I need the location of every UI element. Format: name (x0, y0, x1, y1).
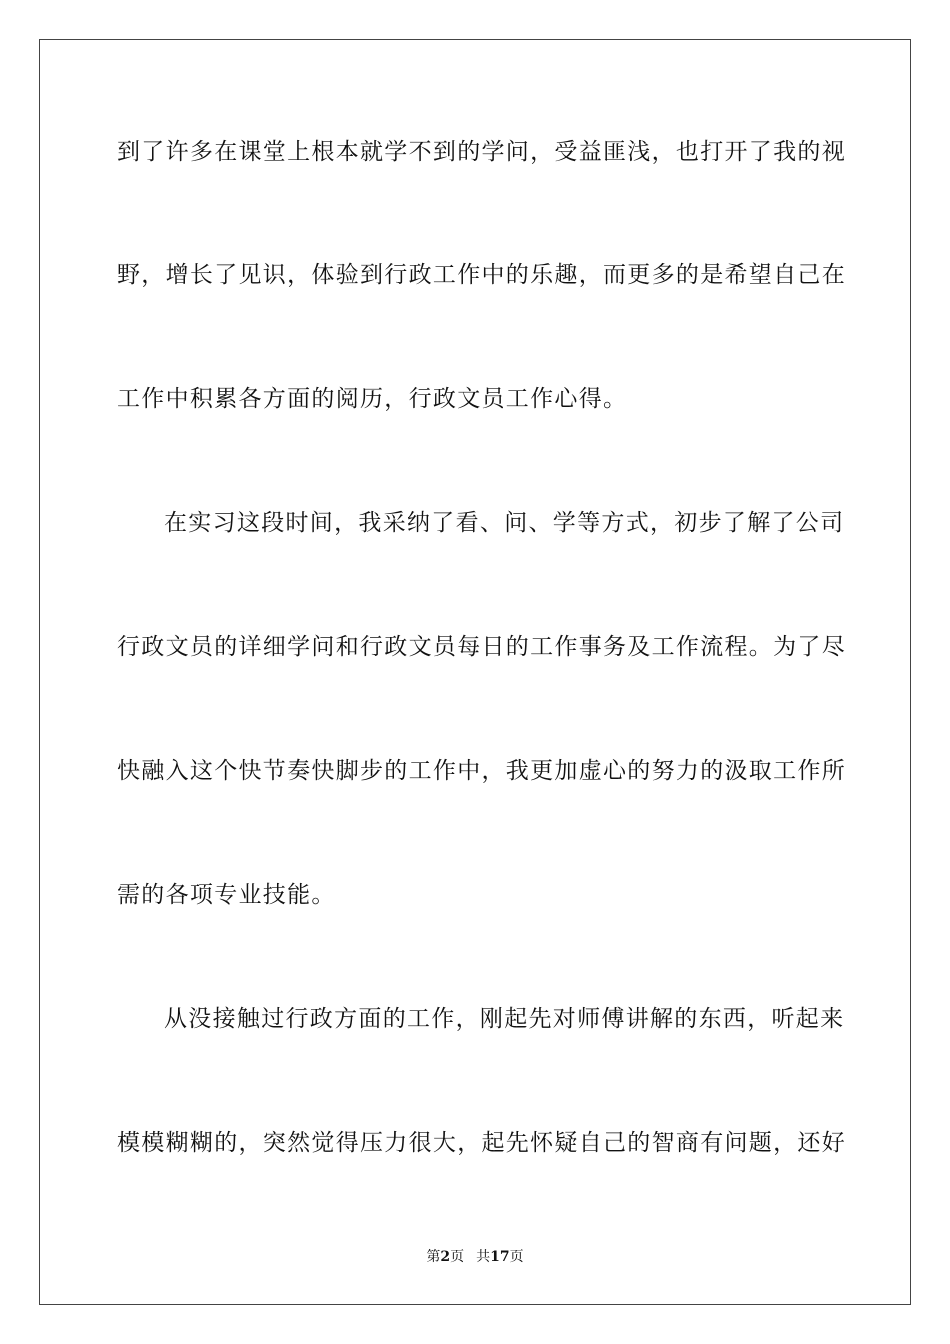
page-footer (0, 1246, 950, 1266)
text-line: 模模糊糊的，突然觉得压力很大，起先怀疑自己的智商有问题，还好 (117, 1130, 846, 1156)
text-line: 在实习这段时间，我采纳了看、问、学等方式，初步了解了公司 (164, 510, 845, 536)
page-number: 2 (440, 1249, 451, 1265)
text-line: 行政文员的详细学问和行政文员每日的工作事务及工作流程。为了尽 (117, 634, 846, 660)
text-line: 快融入这个快节奏快脚步的工作中，我更加虚心的努力的汲取工作所 (117, 758, 846, 784)
text-line: 到了许多在课堂上根本就学不到的学问，受益匪浅，也打开了我的视 (117, 139, 846, 165)
total-suffix: 页 (509, 1249, 524, 1265)
text-line: 工作中积累各方面的阅历，行政文员工作心得。 (117, 386, 628, 412)
total-prefix: 共 (476, 1249, 491, 1265)
text-line: 从没接触过行政方面的工作，刚起先对师傅讲解的东西，听起来 (164, 1006, 845, 1032)
text-line: 野，增长了见识，体验到行政工作中的乐趣，而更多的是希望自己在 (117, 262, 846, 288)
page-prefix: 第 (426, 1249, 441, 1265)
page-border (39, 39, 911, 1305)
page-suffix: 页 (450, 1249, 465, 1265)
text-line: 需的各项专业技能。 (117, 882, 336, 908)
total-pages: 17 (490, 1249, 510, 1265)
